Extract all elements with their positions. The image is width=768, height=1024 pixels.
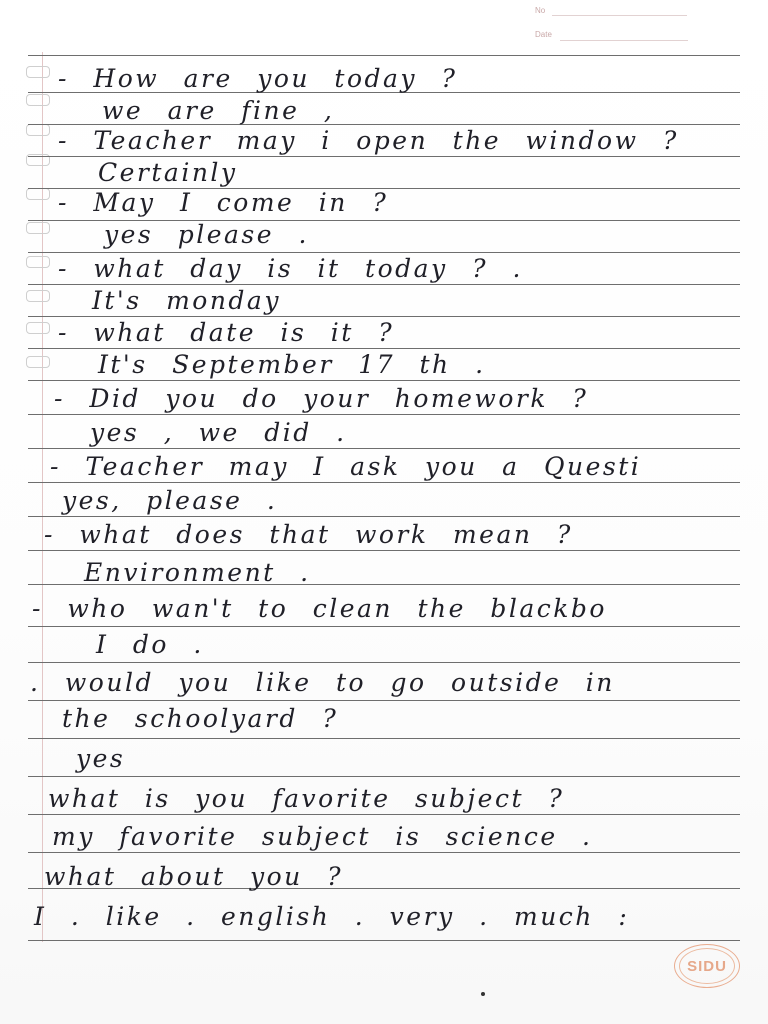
binder-hole [26, 124, 50, 136]
ruled-line [28, 700, 740, 701]
ruled-line [28, 448, 740, 449]
handwritten-line: - May I come in ? [58, 188, 389, 217]
handwritten-line: yes [76, 744, 126, 773]
handwritten-line: what about you ? [44, 862, 344, 891]
handwritten-line: Certainly [98, 158, 238, 187]
ruled-line [28, 852, 740, 853]
ruled-line [28, 482, 740, 483]
handwritten-line: - Did you do your homework ? [54, 384, 589, 413]
handwritten-line: - How are you today ? [58, 64, 458, 93]
header-date-line [560, 40, 688, 41]
handwritten-line: Environment . [84, 558, 311, 587]
handwritten-line: - Teacher may I ask you a Questi [50, 452, 642, 481]
ruled-line [28, 348, 740, 349]
handwritten-line: It's September 17 th . [98, 350, 486, 379]
ruled-line [28, 156, 740, 157]
handwritten-line: yes please . [104, 220, 309, 249]
sidu-stamp [674, 944, 740, 988]
margin-line [42, 52, 43, 942]
handwritten-line: - who wan't to clean the blackbo [32, 594, 607, 623]
binder-hole [26, 94, 50, 106]
handwritten-line: - what does that work mean ? [44, 520, 573, 549]
handwritten-line: - Teacher may i open the window ? [58, 126, 679, 155]
ruled-line [28, 55, 740, 56]
ruled-line [28, 662, 740, 663]
header-date-label: Date [535, 30, 552, 39]
sidu-stamp-text: SIDU [687, 957, 727, 975]
handwritten-line: . would you like to go outside in [30, 668, 615, 697]
binder-hole [26, 222, 50, 234]
binder-hole [26, 188, 50, 200]
handwritten-line: It's monday [92, 286, 281, 315]
ruled-line [28, 776, 740, 777]
ruled-line [28, 380, 740, 381]
binder-hole [26, 66, 50, 78]
ruled-line [28, 316, 740, 317]
ruled-line [28, 940, 740, 941]
binder-hole [26, 290, 50, 302]
ruled-line [28, 814, 740, 815]
ink-dot [481, 992, 485, 996]
ruled-line [28, 414, 740, 415]
header-no-line [552, 15, 687, 16]
handwritten-line: I . like . english . very . much : [34, 902, 630, 931]
handwritten-line: yes , we did . [90, 418, 347, 447]
handwritten-line: my favorite subject is science . [52, 822, 593, 851]
header-no-label: No [535, 6, 546, 15]
sidu-stamp-inner [679, 948, 735, 984]
handwritten-line: - what date is it ? [58, 318, 395, 347]
handwritten-line: - what day is it today ? . [58, 254, 523, 283]
ruled-line [28, 738, 740, 739]
handwritten-line: we are fine , [102, 96, 335, 125]
handwritten-line: the schoolyard ? [62, 704, 339, 733]
handwritten-line: yes, please . [62, 486, 278, 515]
handwritten-line: I do . [96, 630, 204, 659]
binder-hole [26, 356, 50, 368]
ruled-line [28, 516, 740, 517]
handwritten-line: what is you favorite subject ? [48, 784, 565, 813]
ruled-line [28, 284, 740, 285]
ruled-line [28, 626, 740, 627]
binder-hole [26, 322, 50, 334]
ruled-line [28, 252, 740, 253]
binder-hole [26, 256, 50, 268]
ruled-line [28, 550, 740, 551]
